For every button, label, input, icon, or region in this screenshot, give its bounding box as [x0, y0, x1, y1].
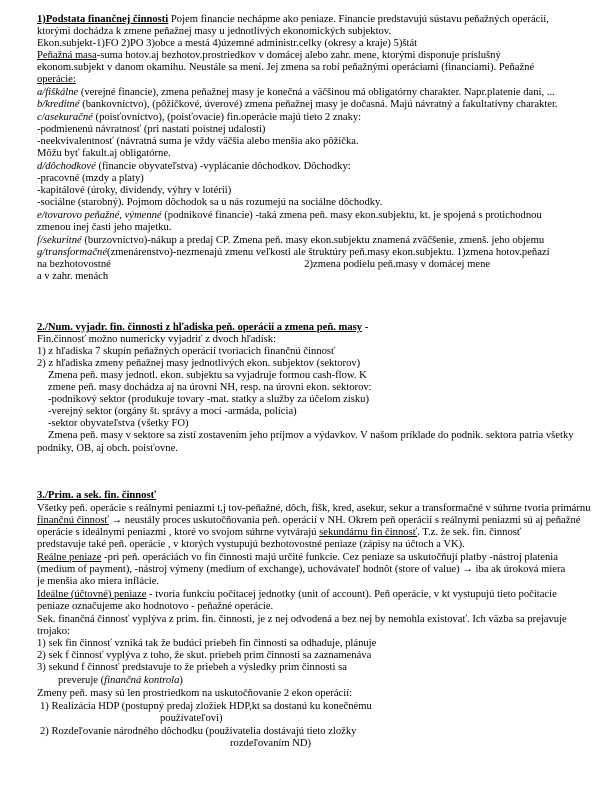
- term-transformacne: g/transformačné: [37, 247, 108, 258]
- section3-line-7: je menšia ako miera inflácie.: [37, 576, 160, 587]
- section1-line-22: a v zahr. menách: [37, 271, 109, 282]
- term-asekuracne: c/asekuračné: [37, 112, 93, 123]
- section2-line-7: -verejný sektor (orgány št. správy a moci -armáda, polícia): [48, 406, 297, 417]
- section1-line-17: e/tovarovo peňažné, výmenné (podnikové financie) -taká zmena peň. masy ekon.subjektu, kt. je spojená s protichodnou: [37, 210, 542, 221]
- section3-line-10: Sek. finančná činnosť vyplýva z prim. fin. činnosti, je z nej odvodená a bez nej by nemohla existovať. Ich väzba sa prejavuje: [37, 614, 567, 625]
- section1-line-7: a/fiškálne (verejné financie), zmena peňažnej masy je konečná a väčšinou má obligatórny charakter. Napr.platenie daní, ...: [37, 87, 555, 98]
- section2-line-5: zmene peň. masy dochádza aj na úrovni NH, resp. na úrovni ekon. sektorov:: [48, 382, 372, 393]
- section1-line-15: -kapitálové (úroky, dividendy, výhry v lotérii): [37, 185, 232, 196]
- section3-line-11: trojako:: [37, 626, 70, 637]
- section1-line-10: -podmienenú návratnosť (pri nastatí poistnej udalosti): [37, 124, 266, 135]
- section1-heading: 1)Podstata finančnej činnosti: [37, 14, 169, 25]
- section1-line-8: b/kreditné (bankovníctvo), (pôžičkové, úverové) zmena peňažnej masy je dočasná. Majú návratný a fakultatívny charakter.: [37, 99, 558, 110]
- section2-line-1: Fin.činnosť možno numericky vyjadriť z dvoch hľadísk:: [37, 334, 277, 345]
- section1-line-11: -neekvivalentnosť (návratná suma je vždy väčšia alebo menšia ako pôžička.: [37, 136, 359, 147]
- section1-line-19: f/sekuritné (burzovníctvo)-nákup a predaj CP. Zmena peň. masy ekon.subjektu znamená zväčšenie, zmenš. jeho objemu: [37, 235, 545, 246]
- section3-line-13: 2) sek f činnosť vyplýva z toho, že skut. priebeh prim činnosti sa zaznamenáva: [37, 650, 372, 661]
- section3-line-16: Zmeny peň. masy sú len prostriedkom na uskutočňovanie 2 ekon operácií:: [37, 688, 353, 699]
- term-fiskalne: a/fiškálne: [37, 87, 79, 98]
- section1-line-16: -sociálne (starobný). Pojmom dôchodok sa u nás rozumejú na sociálne dôchodky.: [37, 197, 383, 208]
- term-sekundarna-fin-cinnost: sekundárnu fin činnosť: [319, 527, 418, 538]
- section3-line-3: operácie s ideálnymi peniazmi , ktoré vo svojom súhrne vytvárajú sekundárnu fin činnosť. T.z. že sek. fin. činnosť: [37, 527, 522, 538]
- term-kreditne: b/kreditné: [37, 99, 80, 110]
- section3-heading: 3./Prim. a sek. fin. činnosť: [37, 490, 157, 501]
- section1-line-9: c/asekuračné (poisťovníctvo), (poisťovacie) fin.operácie majú tieto 2 znaky:: [37, 112, 362, 123]
- term-tovarovo-penazne: e/tovarovo peňažné, výmenné: [37, 210, 162, 221]
- term-financna-cinnost: finančnú činnosť: [37, 515, 109, 526]
- section3-line-20: rozdeľovaním ND): [230, 738, 312, 749]
- section1-line-3: Ekon.subjekt-1)FO 2)PO 3)obce a mestá 4)územné administr.celky (okresy a kraje) 5)štát: [37, 38, 418, 49]
- term-realne-peniaze: Reálne peniaze: [37, 552, 102, 563]
- section1-line-20: g/transformačné(zmenárenstvo)-nezmenajú zmenu veľkosti ale štruktúry peň.masy ekon.subjektu. 1)zmena hotov.peňazí: [37, 247, 550, 258]
- section3-line-17: 1) Realizácia HDP (postupný predaj zložiek HDP,kt sa dostanú ku konečnému: [40, 701, 372, 712]
- section1-line-21: na bezhotovostné 2)zmena podielu peň.masy v domácej mene: [37, 259, 491, 270]
- term-dochodkove: d/dôchodkové: [37, 161, 96, 172]
- section2-line-9: Zmena peň. masy v sektore sa zistí zostavením jeho príjmov a výdavkov. V našom príklade do podnik. sektora patria všetky: [48, 430, 574, 441]
- section2-heading: 2./Num. vyjadr. fin. činnosti z hľadiska peň. operácií a zmena peň. masy: [37, 322, 363, 333]
- section1-line-13: d/dôchodkové (financie obyvateľstva) -vyplácanie dôchodkov. Dôchodky:: [37, 161, 351, 172]
- section1-line-5: ekonom.subjekt v danom okamihu. Neustále sa mení. Jej zmena sa robí peňažnými operáciami (financiami). Peňažné: [37, 62, 535, 73]
- section1-line-14: -pracovné (mzdy a platy): [37, 173, 144, 184]
- section1-line-18: zmenou inej časti jeho majetku.: [37, 222, 172, 233]
- section3-line-8: Ideálne (účtovné) peniaze - tvoria funkciu počítacej jednotky (unit of account). Peň operácie, v kt vystupujú tieto počítacie: [37, 589, 557, 600]
- section2-line-4: Zmena peň. masy jednotl. ekon. subjektu sa vyjadruje formou cash-flow. K: [48, 370, 367, 381]
- section2-line-10: podniky, OB, aj obch. poisťovne.: [37, 443, 178, 454]
- section3-line-6: (medium of payment), -nástroj výmeny (medium of exchange), uchovávateľ hodnôt (store of value) → iba ak úroková miera: [37, 564, 566, 575]
- section1-line-12: Môžu byť fakult.aj obligatórne.: [37, 148, 171, 159]
- section3-line-14: 3) sekund f činnosť predstavuje to že priebeh a výsledky prim činnosti sa: [37, 662, 347, 673]
- section3-line-5: Reálne peniaze -pri peň. operáciách vo fin činnosti majú určité funkcie. Cez peniaze sa uskutočňují platby -nástroj platenia: [37, 552, 558, 563]
- section2-line-3: 2) z hľadiska zmeny peňažnej masy jednotlivých ekon. subjektov (sektorov): [37, 358, 361, 369]
- section3-line-15: preveruje (finančná kontrola): [58, 675, 183, 686]
- section3-line-19: 2) Rozdeľovanie národného dôchodku (používatelia dostávajú tieto zložky: [40, 726, 357, 737]
- section2-line-6: -podnikový sektor (produkuje tovary -mat. statky a služby za účelom zisku): [48, 394, 369, 405]
- section1-line-1: 1)Podstata finančnej činnosti Pojem financie nechápme ako peniaze. Financie predstavujú sústavu peňažných operácií,: [37, 14, 549, 25]
- section3-line-9: peniaze označujeme ako hodnotovo - peňažné operácie.: [37, 601, 274, 612]
- section3-line-2: finančnú činnosť → neustály proces uskutočňovania peň. operácií v NH. Okrem peň operácií s reálnymi peniazmi sú aj peňažné: [37, 515, 581, 526]
- section3-line-12: 1) sek fin činnosť vzniká tak že budúci priebeh fin činnosti sa odhaduje, plánuje: [37, 638, 377, 649]
- section3-line-1: Všetky peň. operácie s reálnymi peniazmi t.j tov-peňažné, dôch, fišk, kred, asekur, sekur a transformačné v súhrne tvoria primárnu: [37, 503, 591, 514]
- term-penazna-masa: Peňažná masa: [37, 50, 97, 61]
- term-financna-kontrola: finančná kontrola: [104, 675, 180, 686]
- section1-line-4: Peňažná masa-suma hotov.aj bezhotov.prostriedkov v domácej alebo zahr. mene, ktorými disponuje príslušný: [37, 50, 501, 61]
- section1-line-2: ktorými dochádza k zmene peňažnej masy u jednotlivých ekonomických subjektov.: [37, 26, 392, 37]
- section1-line-6: operácie:: [37, 74, 76, 85]
- section3-line-4: predstavuje také peň. operácie , v ktorých vystupujú bezhotovostné peniaze (zápisy na účtoch a VK).: [37, 539, 465, 550]
- section2-line-8: -sektor obyvateľstva (všetky FO): [48, 418, 189, 429]
- section2-heading-line: 2./Num. vyjadr. fin. činnosti z hľadiska peň. operácií a zmena peň. masy -: [37, 322, 369, 333]
- section3-line-18: používateľovi): [160, 713, 223, 724]
- term-idealne-peniaze: Ideálne (účtovné) peniaze: [37, 589, 147, 600]
- term-sekuritne: f/sekuritné: [37, 235, 82, 246]
- section2-line-2: 1) z hľadiska 7 skupín peňažných operácií tvoriacich finančnú činnosť: [37, 346, 336, 357]
